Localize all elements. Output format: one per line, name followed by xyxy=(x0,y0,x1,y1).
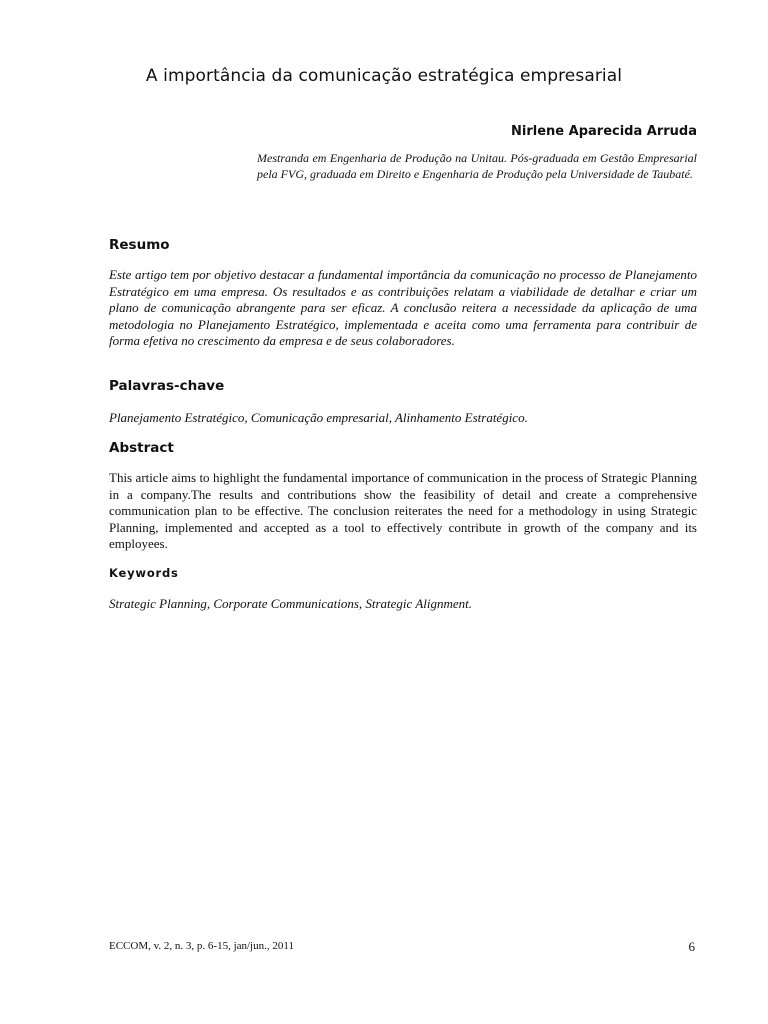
author-name: Nirlene Aparecida Arruda xyxy=(511,124,697,139)
palavras-chave-text: Planejamento Estratégico, Comunicação empresarial, Alinhamento Estratégico. xyxy=(109,410,528,425)
resumo-text: Este artigo tem por objetivo destacar a fundamental importância da comunicação no processo de Planejamento Estratégico em uma empresa. Os resultados e as contribuições relatam a viabilidade de detalhar e criar um plano de comunicação abrangente para ser eficaz. A conclusão reitera a necessidade da aplicação de uma metodologia no Planejamento Estratégico, implementada e aceita como uma ferramenta para contribuir de forma efetiva no crescimento da empresa e de seus colaboradores. xyxy=(109,267,697,348)
page-number: 6 xyxy=(688,939,695,954)
keywords-heading: Keywords xyxy=(109,566,179,580)
palavras-chave-heading: Palavras-chave xyxy=(109,378,225,394)
abstract-heading: Abstract xyxy=(109,440,174,456)
author-affiliation: Mestranda em Engenharia de Produção na Unitau. Pós-graduada em Gestão Empresarial pela FVG, graduada em Direito e Engenharia de Produção pela Universidade de Taubaté. xyxy=(257,151,697,181)
footer-citation: ECCOM, v. 2, n. 3, p. 6-15, jan/jun., 2011 xyxy=(109,940,294,952)
keywords-text: Strategic Planning, Corporate Communications, Strategic Alignment. xyxy=(109,596,473,611)
paper-title: A importância da comunicação estratégica empresarial xyxy=(145,66,623,86)
abstract-text: This article aims to highlight the fundamental importance of communication in the process of Strategic Planning in a company.The results and contributions show the feasibility of detail and create a comprehensive communication plan to be effective. The conclusion reiterates the need for a methodology in using Strategic Planning, implemented and accepted as a tool to effectively contribute in growth of the company and its employees. xyxy=(109,470,697,551)
resumo-heading: Resumo xyxy=(109,237,170,253)
